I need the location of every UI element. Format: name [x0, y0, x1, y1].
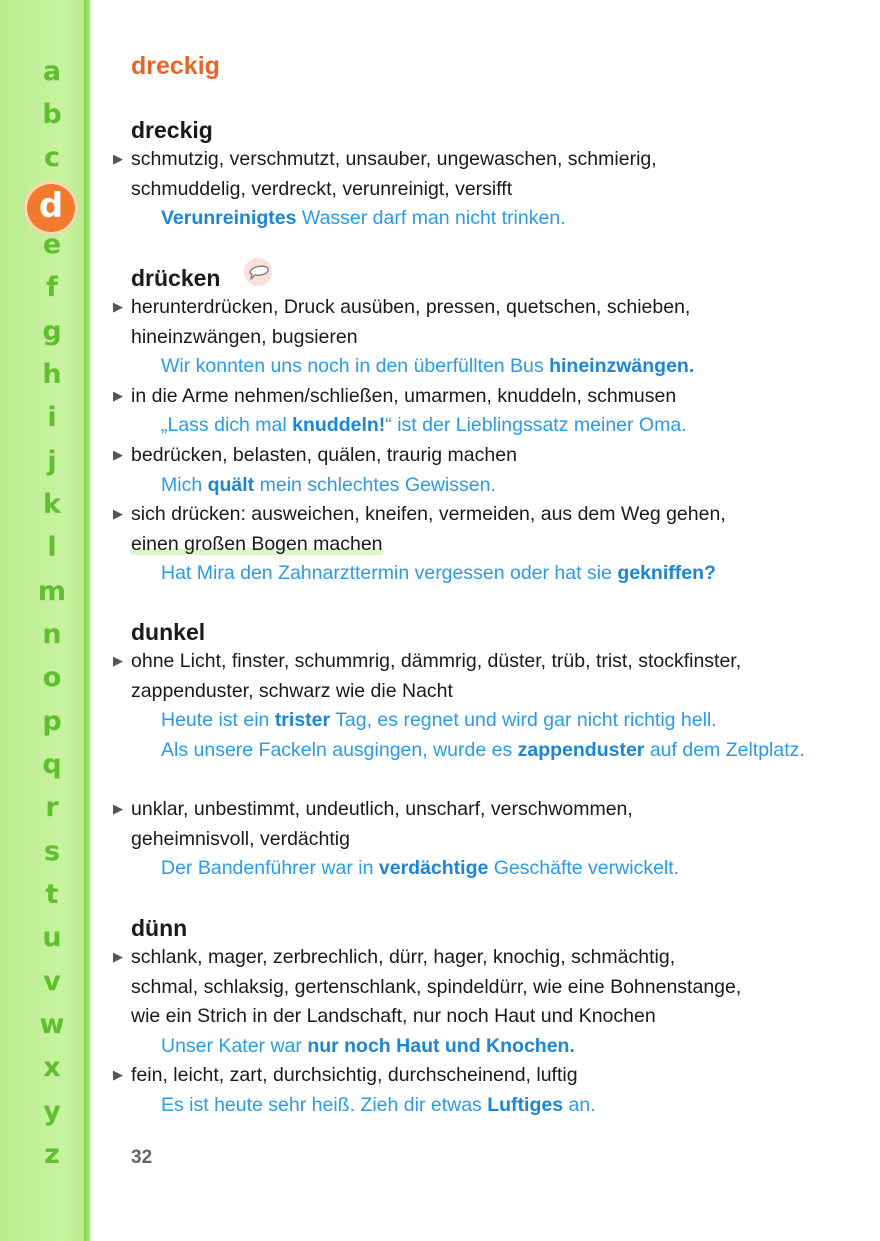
sense [0, 943, 880, 1061]
bullet-arrow-icon: ▶ [113, 653, 123, 668]
example-keyword: Verunreinigtes [161, 207, 297, 230]
example-text: Tag, es regnet und wird gar nicht richtig hell. [330, 709, 717, 732]
example-sentence [161, 411, 821, 441]
synonym-line: unklar, unbestimmt, undeutlich, unscharf, verschwommen, [131, 798, 633, 820]
headword: dreckig [131, 117, 213, 143]
example-text: Unser Kater war [161, 1034, 308, 1057]
synonym-list [131, 795, 821, 854]
alphabet-letter-h[interactable]: h [42, 359, 62, 390]
sense [0, 500, 880, 589]
synonym-line: geheimnisvoll, verdächtig [131, 827, 350, 850]
synonym-line: schmutzig, verschmutzt, unsauber, ungewaschen, schmierig, [131, 148, 657, 170]
example-sentence [161, 854, 821, 884]
example-keyword: gekniffen? [617, 562, 716, 585]
page-header: dreckig [131, 52, 220, 80]
alphabet-letter-l[interactable]: l [47, 532, 57, 563]
alphabet-letter-r[interactable]: r [45, 792, 59, 823]
bullet-arrow-icon: ▶ [113, 506, 123, 522]
example-sentence [161, 559, 821, 589]
synonym-line: zappenduster, schwarz wie die Nacht [131, 679, 453, 702]
bullet-arrow-icon: ▶ [113, 387, 123, 403]
example-text: „Lass dich mal [161, 414, 293, 437]
example-keyword: hineinzwängen. [549, 355, 695, 378]
alphabet-letter-p[interactable]: p [42, 706, 62, 737]
synonym-line: fein, leicht, zart, durchsichtig, durchscheinend, luftig [131, 1064, 578, 1087]
synonym-line: hineinzwängen, bugsieren [131, 325, 358, 348]
example-text: Wir konnten uns noch in den überfüllten Bus [161, 355, 550, 378]
synonym-line: wie ein Strich in der Landschaft, nur noch Haut und Knochen [131, 1005, 656, 1028]
example-sentence [161, 1091, 821, 1121]
page-number: 32 [131, 1147, 153, 1168]
synonym-list [131, 441, 821, 471]
synonym-line: bedrücken, belasten, quälen, traurig machen [131, 444, 517, 466]
example-text: auf dem Zeltplatz. [644, 738, 805, 761]
headword: dunkel [131, 619, 206, 645]
synonym-list [131, 1061, 821, 1091]
example-sentence [161, 706, 821, 736]
alphabet-letter-i[interactable]: i [47, 402, 57, 433]
alphabet-letter-u[interactable]: u [42, 922, 62, 953]
bullet-arrow-icon: ▶ [113, 299, 123, 314]
example-keyword: verdächtige [378, 857, 489, 880]
synonym-list [131, 382, 821, 412]
alphabet-letter-c[interactable]: c [43, 142, 60, 173]
example-sentence [161, 352, 821, 382]
sense [0, 441, 880, 500]
synonym-line: in die Arme nehmen/schließen, umarmen, knuddeln, schmusen [131, 384, 677, 407]
alphabet-letter-x[interactable]: x [43, 1052, 61, 1083]
example-text: Geschäfte verwickelt. [488, 857, 680, 880]
example-keyword: Luftiges [487, 1093, 564, 1116]
example-keyword: trister [274, 709, 331, 732]
alphabet-letter-g[interactable]: g [42, 316, 62, 347]
example-keyword: quält [207, 473, 255, 496]
headword: dünn [131, 915, 188, 941]
example-keyword: knuddeln! [292, 414, 386, 437]
sense [0, 382, 880, 441]
example-sentence [161, 471, 821, 501]
synonym-line: schmal, schlaksig, gertenschlank, spindeldürr, wie eine Bohnenstange, [131, 975, 742, 998]
sense [0, 142, 880, 234]
bullet-arrow-icon: ▶ [113, 151, 123, 166]
synonym-list [131, 293, 821, 352]
synonym-line: sich drücken: ausweichen, kneifen, vermeiden, aus dem Weg gehen, [131, 503, 726, 526]
alphabet-letter-o[interactable]: o [42, 662, 62, 693]
alphabet-letter-w[interactable]: w [39, 1009, 65, 1040]
example-text: Es ist heute sehr heiß. Zieh dir etwas [161, 1093, 488, 1116]
sense [0, 647, 880, 795]
example-text: Heute ist ein [161, 709, 275, 732]
synonym-list [131, 500, 821, 559]
bullet-arrow-icon: ▶ [113, 447, 123, 462]
synonym-line: einen großen Bogen machen [131, 532, 383, 555]
synonym-line: ohne Licht, finster, schummrig, dämmrig, düster, trüb, trist, stockfinster, [131, 650, 742, 672]
example-keyword: zappenduster [517, 738, 645, 761]
example-keyword: nur noch Haut und Knochen. [307, 1034, 575, 1057]
example-text: Hat Mira den Zahnarzttermin vergessen oder hat sie [161, 562, 618, 585]
synonym-list [131, 647, 821, 706]
example-text: mein schlechtes Gewissen. [254, 473, 496, 496]
bullet-arrow-icon: ▶ [113, 1067, 123, 1083]
bullet-arrow-icon: ▶ [113, 949, 123, 964]
alphabet-letter-m[interactable]: m [37, 576, 67, 607]
example-text: Der Bandenführer war in [161, 857, 379, 880]
synonym-line: herunterdrücken, Druck ausüben, pressen, quetschen, schieben, [131, 296, 691, 318]
synonym-line: schmuddelig, verdreckt, verunreinigt, versifft [131, 177, 513, 200]
alphabet-letter-a[interactable]: a [42, 56, 62, 87]
alphabet-letter-j[interactable]: j [47, 446, 57, 477]
synonym-list [131, 943, 821, 1032]
example-text: “ ist der Lieblingssatz meiner Oma. [385, 414, 687, 437]
alphabet-letter-d[interactable]: d [24, 181, 78, 235]
alphabet-letter-t[interactable]: t [45, 879, 59, 910]
synonym-line: schlank, mager, zerbrechlich, dürr, hager, knochig, schmächtig, [131, 946, 676, 968]
sense [0, 293, 880, 382]
alphabet-letter-q[interactable]: q [42, 749, 62, 780]
synonym-list [131, 145, 821, 204]
alphabet-letter-y[interactable]: y [43, 1096, 61, 1127]
example-text: an. [563, 1093, 596, 1116]
alphabet-letter-z[interactable]: z [44, 1139, 60, 1170]
bullet-arrow-icon: ▶ [113, 801, 123, 816]
sense [0, 1061, 880, 1120]
sense [0, 792, 880, 884]
alphabet-letter-f[interactable]: f [46, 272, 58, 303]
example-text: Wasser darf man nicht trinken. [296, 207, 566, 230]
alphabet-letter-b[interactable]: b [42, 99, 62, 130]
example-text: Mich [161, 473, 208, 496]
example-sentence [161, 736, 821, 766]
example-sentence [161, 204, 821, 234]
headword: drücken [131, 265, 221, 291]
alphabet-letter-n[interactable]: n [42, 619, 62, 650]
speech-bubble-icon [240, 257, 276, 287]
alphabet-letter-k[interactable]: k [43, 489, 61, 520]
example-text: Als unsere Fackeln ausgingen, wurde es [161, 738, 518, 761]
example-sentence [161, 1032, 821, 1062]
alphabet-letter-v[interactable]: v [43, 966, 61, 997]
alphabet-letter-e[interactable]: e [42, 229, 62, 260]
alphabet-letter-s[interactable]: s [43, 836, 61, 867]
